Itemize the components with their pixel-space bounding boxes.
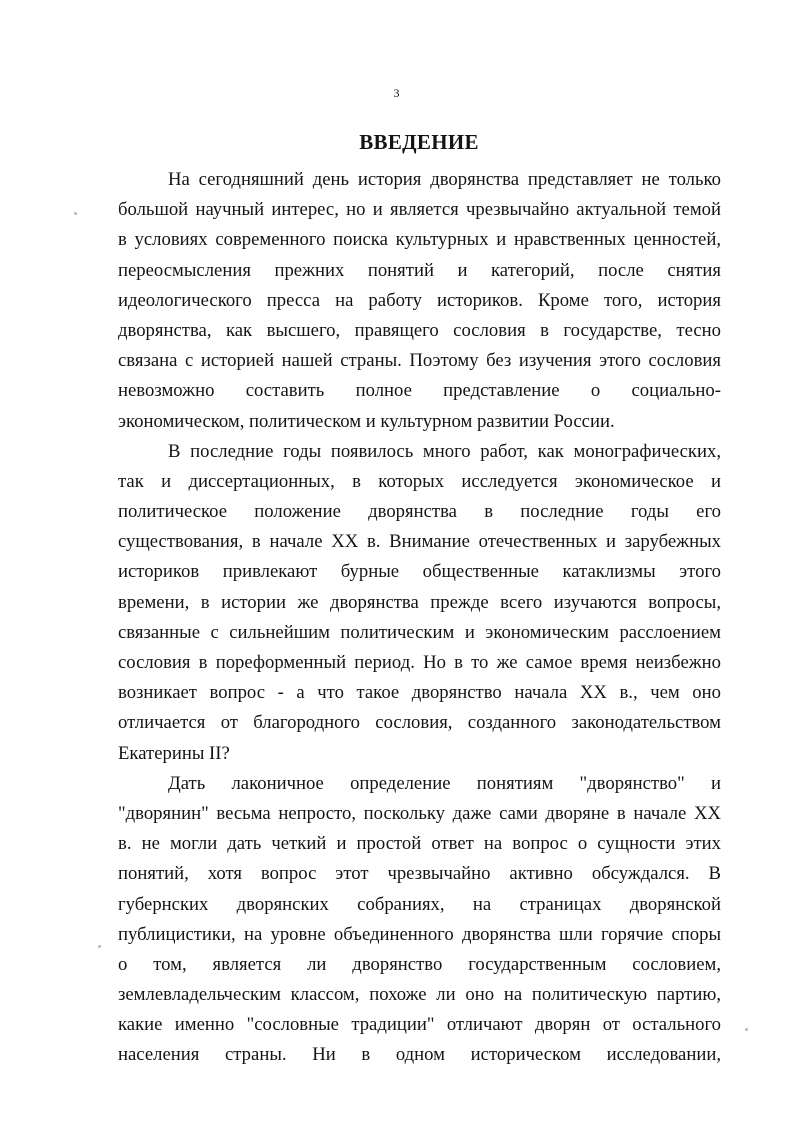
text-line: сословия в пореформенный период. Но в то же самое время неизбежно bbox=[118, 652, 721, 673]
text-line: Екатерины II? bbox=[118, 742, 230, 764]
text-line: губернских дворянских собраниях, на страницах дворянской bbox=[118, 893, 721, 915]
text-line: землевладельческим классом, похоже ли оно на политическую партию, bbox=[118, 984, 721, 1006]
text-line: в. не могли дать четкий и простой ответ на вопрос о сущности этих bbox=[118, 833, 721, 855]
text-line: населения страны. Ни в одном историческом исследовании, bbox=[118, 1044, 721, 1066]
text-line: Дать лаконичное определение понятиям "дворянство" и bbox=[168, 772, 721, 794]
text-line: экономическом, политическом и культурном развитии России. bbox=[118, 410, 615, 432]
text-line: дворянства, как высшего, правящего сословия в государстве, тесно bbox=[118, 319, 721, 341]
text-line: понятий, хотя вопрос этот чрезвычайно активно обсуждался. В bbox=[118, 863, 721, 885]
text-line: историков привлекают бурные общественные катаклизмы этого bbox=[118, 561, 721, 583]
text-line: связана с историей нашей страны. Поэтому без изучения этого сословия bbox=[118, 350, 721, 372]
text-line: связанные с сильнейшим политическим и экономическим расслоением bbox=[118, 621, 721, 643]
page-number: 3 bbox=[393, 86, 400, 100]
text-line: какие именно "сословные традиции" отличают дворян от остального bbox=[118, 1014, 721, 1036]
text-line: публицистики, на уровне объединенного дворянства шли горячие споры bbox=[118, 923, 721, 945]
text-line: так и диссертационных, в которых исследуется экономическое и bbox=[118, 470, 721, 492]
scan-speck bbox=[745, 1028, 748, 1031]
text-line: невозможно составить полное представление о социально- bbox=[118, 380, 721, 402]
text-line: большой научный интерес, но и является чрезвычайно актуальной темой bbox=[118, 199, 721, 221]
text-line: переосмысления прежних понятий и категорий, после снятия bbox=[118, 259, 721, 281]
text-line: политическое положение дворянства в последние годы его bbox=[118, 501, 721, 523]
scan-speck bbox=[98, 945, 101, 948]
text-line: отличается от благородного сословия, созданного законодательством bbox=[118, 712, 721, 734]
section-title: ВВЕДЕНИЕ bbox=[359, 130, 479, 154]
text-line: "дворянин" весьма непросто, поскольку даже сами дворяне в начале XX bbox=[118, 802, 721, 824]
body-text bbox=[118, 165, 721, 1071]
text-line: времени, в истории же дворянства прежде всего изучаются вопросы, bbox=[118, 591, 721, 613]
scan-speck bbox=[74, 212, 77, 215]
text-line: В последние годы появилось много работ, как монографических, bbox=[168, 440, 721, 462]
text-line: существования, в начале XX в. Внимание отечественных и зарубежных bbox=[118, 531, 721, 553]
text-line: идеологического пресса на работу историков. Кроме того, история bbox=[118, 289, 721, 311]
text-line: возникает вопрос - а что такое дворянство начала XX в., чем оно bbox=[118, 682, 721, 704]
text-line: На сегодняшний день история дворянства представляет не только bbox=[168, 169, 721, 190]
text-line: о том, является ли дворянство государственным сословием, bbox=[118, 953, 721, 975]
text-line: в условиях современного поиска культурных и нравственных ценностей, bbox=[118, 229, 721, 251]
